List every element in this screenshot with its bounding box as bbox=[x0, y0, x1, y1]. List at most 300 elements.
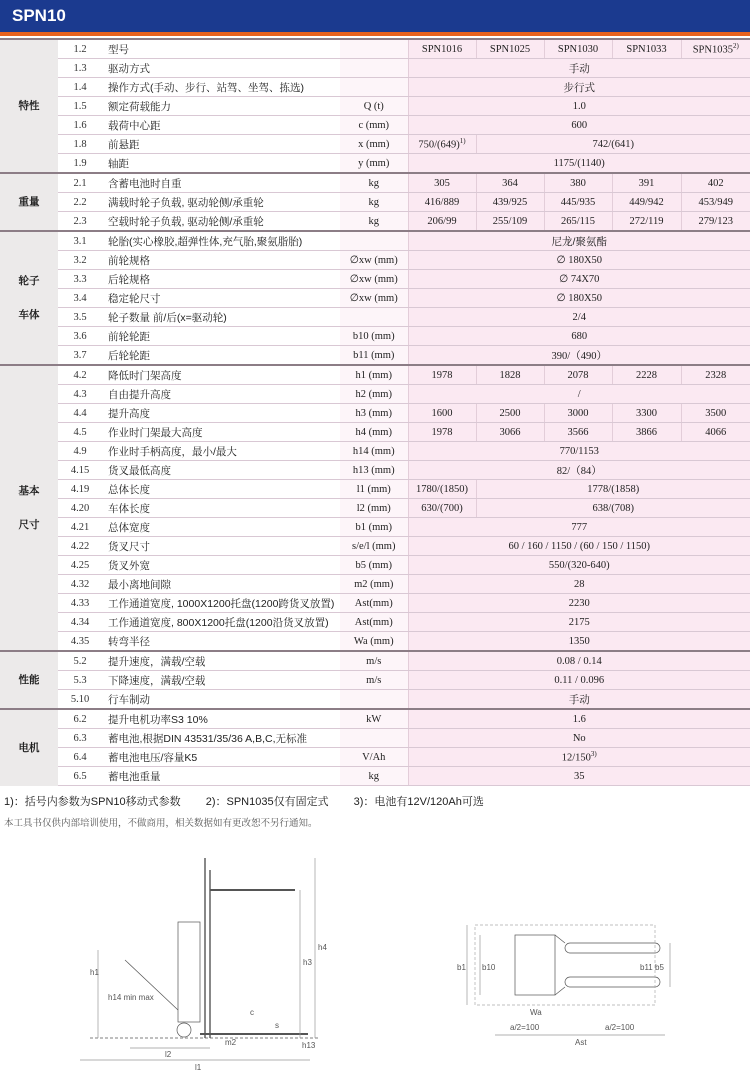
top-view-drawing bbox=[455, 895, 685, 1055]
value-text: 1175/(1140) bbox=[553, 157, 605, 169]
value-cell: 1978 bbox=[408, 365, 476, 385]
row-unit: h1 (mm) bbox=[340, 365, 408, 385]
row-description: 后轮规格 bbox=[102, 270, 340, 289]
row-number: 6.4 bbox=[58, 748, 102, 767]
row-description: 操作方式(手动、步行、站驾、坐驾、拣选) bbox=[102, 78, 340, 97]
row-number: 4.15 bbox=[58, 461, 102, 480]
value-text: 尼龙/聚氨酯 bbox=[551, 235, 607, 248]
lift-unit bbox=[178, 922, 200, 1022]
model-name: SPN1025 bbox=[476, 39, 544, 59]
dim-label: b11 bbox=[640, 963, 653, 972]
table-row bbox=[0, 404, 750, 423]
value-cell bbox=[408, 385, 750, 404]
value-text: 777 bbox=[571, 521, 588, 533]
model-name: SPN1016 bbox=[408, 39, 476, 59]
row-number: 5.10 bbox=[58, 690, 102, 710]
value-cell bbox=[408, 651, 750, 671]
value-cell bbox=[408, 575, 750, 594]
value-cell: 2078 bbox=[544, 365, 612, 385]
footnote-marker: 1) bbox=[459, 137, 466, 146]
table-row bbox=[0, 39, 750, 59]
value-cell bbox=[408, 671, 750, 690]
category-label: 基本 尺寸 bbox=[0, 365, 58, 651]
value-text: ∅ 180X50 bbox=[556, 255, 603, 266]
value-cell: 380 bbox=[544, 173, 612, 193]
row-description: 工作通道宽度, 800X1200托盘(1200沿货叉放置) bbox=[102, 613, 340, 632]
row-number: 2.3 bbox=[58, 212, 102, 232]
row-unit bbox=[340, 59, 408, 78]
table-row bbox=[0, 116, 750, 135]
row-description: 提升高度 bbox=[102, 404, 340, 423]
value-cell: 305 bbox=[408, 173, 476, 193]
row-description: 作业时门架最大高度 bbox=[102, 423, 340, 442]
value-text: No bbox=[572, 732, 586, 744]
dim-label: h3 bbox=[303, 958, 312, 967]
row-unit: kg bbox=[340, 173, 408, 193]
row-number: 4.33 bbox=[58, 594, 102, 613]
value-cell: 3066 bbox=[476, 423, 544, 442]
value-cell bbox=[408, 116, 750, 135]
value-cell bbox=[408, 537, 750, 556]
value-cell bbox=[408, 480, 476, 499]
row-number: 2.2 bbox=[58, 193, 102, 212]
category-label: 特性 bbox=[0, 39, 58, 173]
table-row bbox=[0, 671, 750, 690]
row-description: 提升电机功率S3 10% bbox=[102, 709, 340, 729]
value-text: 600 bbox=[571, 119, 588, 131]
spec-table bbox=[0, 38, 750, 786]
row-unit: h13 (mm) bbox=[340, 461, 408, 480]
row-number: 3.4 bbox=[58, 289, 102, 308]
value-cell: 1778/(1858) bbox=[476, 480, 750, 499]
value-text: / bbox=[577, 388, 581, 400]
row-description: 作业时手柄高度，最小/最大 bbox=[102, 442, 340, 461]
row-unit: l1 (mm) bbox=[340, 480, 408, 499]
table-row bbox=[0, 251, 750, 270]
row-description: 额定荷载能力 bbox=[102, 97, 340, 116]
row-number: 1.9 bbox=[58, 154, 102, 174]
value-cell: 445/935 bbox=[544, 193, 612, 212]
table-row bbox=[0, 651, 750, 671]
row-description: 轮胎(实心橡胶,超弹性体,充气胎,聚氨脂胎) bbox=[102, 231, 340, 251]
row-description: 蓄电池,根据DIN 43531/35/36 A,B,C,无标准 bbox=[102, 729, 340, 748]
row-unit: m/s bbox=[340, 651, 408, 671]
value-text: 770/1153 bbox=[559, 445, 599, 457]
body-outline bbox=[515, 935, 555, 995]
row-description: 车体长度 bbox=[102, 499, 340, 518]
footnote-1: 1)：括号内参数为SPN10移动式参数 bbox=[4, 796, 181, 808]
row-description: 货叉外宽 bbox=[102, 556, 340, 575]
value-cell: 4066 bbox=[681, 423, 750, 442]
row-number: 4.35 bbox=[58, 632, 102, 652]
row-unit: ∅xw (mm) bbox=[340, 289, 408, 308]
dim-label: Ast bbox=[575, 1038, 587, 1047]
value-text: 60 / 160 / 1150 / (60 / 150 / 1150) bbox=[508, 540, 651, 552]
footnote-3: 3)：电池有12V/120Ah可选 bbox=[353, 796, 484, 808]
row-number: 4.5 bbox=[58, 423, 102, 442]
row-number: 4.34 bbox=[58, 613, 102, 632]
row-unit: kg bbox=[340, 212, 408, 232]
value-cell: 1978 bbox=[408, 423, 476, 442]
row-number: 5.2 bbox=[58, 651, 102, 671]
row-description: 后轮轮距 bbox=[102, 346, 340, 366]
table-row bbox=[0, 212, 750, 232]
dim-label: h4 bbox=[318, 943, 327, 952]
row-number: 4.3 bbox=[58, 385, 102, 404]
footnotes bbox=[4, 793, 506, 809]
row-description: 行车制动 bbox=[102, 690, 340, 710]
table-row bbox=[0, 78, 750, 97]
value-cell: 449/942 bbox=[612, 193, 681, 212]
value-text: 0.11 / 0.096 bbox=[554, 674, 605, 686]
side-view-drawing bbox=[60, 850, 360, 1080]
row-number: 4.19 bbox=[58, 480, 102, 499]
dim-label: h14 min max bbox=[108, 993, 154, 1002]
row-description: 货叉尺寸 bbox=[102, 537, 340, 556]
value-cell bbox=[408, 709, 750, 729]
value-cell: 742/(641) bbox=[476, 135, 750, 154]
dim-label: m2 bbox=[225, 1038, 237, 1047]
value-text: 630/(700) bbox=[421, 502, 463, 514]
table-row bbox=[0, 480, 750, 499]
category-label: 电机 bbox=[0, 709, 58, 786]
dim-label: c bbox=[250, 1008, 254, 1017]
footnote-2: 2)：SPN1035仅有固定式 bbox=[205, 796, 329, 808]
row-number: 4.32 bbox=[58, 575, 102, 594]
table-row bbox=[0, 308, 750, 327]
table-row bbox=[0, 135, 750, 154]
value-cell bbox=[408, 748, 750, 767]
row-description: 蓄电池电压/容量K5 bbox=[102, 748, 340, 767]
row-unit: h3 (mm) bbox=[340, 404, 408, 423]
table-row bbox=[0, 154, 750, 174]
row-unit: Wa (mm) bbox=[340, 632, 408, 652]
value-cell: 402 bbox=[681, 173, 750, 193]
value-cell: 1828 bbox=[476, 365, 544, 385]
fork-right bbox=[565, 977, 660, 987]
dim-label: h13 bbox=[302, 1041, 316, 1050]
value-cell: 439/925 bbox=[476, 193, 544, 212]
value-cell bbox=[408, 154, 750, 174]
dim-label: b1 bbox=[457, 963, 466, 972]
table-row bbox=[0, 173, 750, 193]
value-text: 390/（490） bbox=[551, 350, 607, 362]
value-cell: 416/889 bbox=[408, 193, 476, 212]
row-number: 3.7 bbox=[58, 346, 102, 366]
value-text: 0.08 / 0.14 bbox=[556, 655, 602, 667]
row-number: 2.1 bbox=[58, 173, 102, 193]
value-cell bbox=[408, 461, 750, 480]
row-unit: ∅xw (mm) bbox=[340, 270, 408, 289]
value-cell bbox=[408, 289, 750, 308]
row-unit: h4 (mm) bbox=[340, 423, 408, 442]
row-description: 工作通道宽度, 1000X1200托盘(1200跨货叉放置) bbox=[102, 594, 340, 613]
value-cell bbox=[408, 690, 750, 710]
value-text: 1.6 bbox=[572, 713, 586, 725]
row-description: 提升速度，满载/空载 bbox=[102, 651, 340, 671]
row-unit bbox=[340, 78, 408, 97]
row-number: 4.9 bbox=[58, 442, 102, 461]
value-cell bbox=[408, 613, 750, 632]
row-description: 空载时轮子负载, 驱动轮侧/承重轮 bbox=[102, 212, 340, 232]
value-cell bbox=[408, 767, 750, 786]
table-row bbox=[0, 423, 750, 442]
value-text: 550/(320-640) bbox=[548, 559, 610, 571]
row-number: 4.4 bbox=[58, 404, 102, 423]
row-description: 降低时门架高度 bbox=[102, 365, 340, 385]
row-unit: b5 (mm) bbox=[340, 556, 408, 575]
dim-label: a/2=100 bbox=[605, 1023, 635, 1032]
row-description: 自由提升高度 bbox=[102, 385, 340, 404]
row-description: 载荷中心距 bbox=[102, 116, 340, 135]
value-text: 2/4 bbox=[572, 311, 586, 323]
value-cell bbox=[408, 231, 750, 251]
table-row bbox=[0, 729, 750, 748]
table-row bbox=[0, 442, 750, 461]
row-number: 6.5 bbox=[58, 767, 102, 786]
row-number: 1.6 bbox=[58, 116, 102, 135]
value-text: 12/150 bbox=[561, 752, 591, 764]
row-unit: m/s bbox=[340, 671, 408, 690]
model-name: SPN1033 bbox=[612, 39, 681, 59]
dim-label: h1 bbox=[90, 968, 99, 977]
table-row bbox=[0, 690, 750, 710]
row-number: 4.21 bbox=[58, 518, 102, 537]
table-row bbox=[0, 231, 750, 251]
row-unit: b11 (mm) bbox=[340, 346, 408, 366]
value-cell bbox=[408, 270, 750, 289]
dim-label: s bbox=[275, 1021, 279, 1030]
row-description: 前悬距 bbox=[102, 135, 340, 154]
fork-left bbox=[565, 943, 660, 953]
value-cell: 2328 bbox=[681, 365, 750, 385]
value-cell bbox=[408, 78, 750, 97]
table-row bbox=[0, 709, 750, 729]
row-number: 1.2 bbox=[58, 39, 102, 59]
row-unit: ∅xw (mm) bbox=[340, 251, 408, 270]
table-row bbox=[0, 499, 750, 518]
value-cell: 638/(708) bbox=[476, 499, 750, 518]
value-cell bbox=[408, 327, 750, 346]
table-row bbox=[0, 613, 750, 632]
value-cell: 3300 bbox=[612, 404, 681, 423]
row-unit bbox=[340, 308, 408, 327]
row-unit: y (mm) bbox=[340, 154, 408, 174]
row-unit bbox=[340, 729, 408, 748]
disclaimer: 本工具书仅供内部培训使用，不做商用，相关数据如有更改恕不另行通知。 bbox=[4, 818, 318, 829]
row-unit: Q (t) bbox=[340, 97, 408, 116]
row-number: 1.4 bbox=[58, 78, 102, 97]
value-cell bbox=[408, 632, 750, 652]
row-unit: s/e/l (mm) bbox=[340, 537, 408, 556]
dim-label: b10 bbox=[482, 963, 496, 972]
row-description: 下降速度，满载/空载 bbox=[102, 671, 340, 690]
row-number: 1.3 bbox=[58, 59, 102, 78]
row-number: 6.2 bbox=[58, 709, 102, 729]
row-description: 含蓄电池时自重 bbox=[102, 173, 340, 193]
value-cell: 279/123 bbox=[681, 212, 750, 232]
value-text: 1.0 bbox=[572, 100, 586, 112]
row-unit: V/Ah bbox=[340, 748, 408, 767]
row-unit: m2 (mm) bbox=[340, 575, 408, 594]
value-cell bbox=[408, 346, 750, 366]
table-row bbox=[0, 365, 750, 385]
value-text: 1350 bbox=[568, 635, 590, 647]
row-unit: x (mm) bbox=[340, 135, 408, 154]
title-bar bbox=[0, 0, 750, 36]
row-description: 转弯半径 bbox=[102, 632, 340, 652]
row-description: 前轮轮距 bbox=[102, 327, 340, 346]
row-description: 货叉最低高度 bbox=[102, 461, 340, 480]
value-text: 2175 bbox=[568, 616, 590, 628]
value-cell bbox=[408, 251, 750, 270]
row-unit: Ast(mm) bbox=[340, 594, 408, 613]
row-unit: h2 (mm) bbox=[340, 385, 408, 404]
row-description: 稳定轮尺寸 bbox=[102, 289, 340, 308]
value-cell: 3566 bbox=[544, 423, 612, 442]
row-unit: c (mm) bbox=[340, 116, 408, 135]
table-row bbox=[0, 537, 750, 556]
value-cell: 272/119 bbox=[612, 212, 681, 232]
value-cell: 3866 bbox=[612, 423, 681, 442]
table-row bbox=[0, 748, 750, 767]
value-text: 750/(649) bbox=[418, 139, 460, 151]
row-description: 蓄电池重量 bbox=[102, 767, 340, 786]
value-cell bbox=[408, 135, 476, 154]
row-description: 满载时轮子负载, 驱动轮侧/承重轮 bbox=[102, 193, 340, 212]
dim-label: l2 bbox=[165, 1050, 172, 1059]
value-cell bbox=[408, 518, 750, 537]
value-text: ∅ 74X70 bbox=[559, 274, 600, 285]
row-number: 4.2 bbox=[58, 365, 102, 385]
model-name: SPN1030 bbox=[544, 39, 612, 59]
row-unit bbox=[340, 690, 408, 710]
dim-label: l1 bbox=[195, 1063, 202, 1072]
value-cell: 2500 bbox=[476, 404, 544, 423]
row-number: 4.25 bbox=[58, 556, 102, 575]
page-title: SPN10 bbox=[12, 6, 66, 25]
rear-wheel bbox=[177, 1023, 191, 1037]
row-description: 型号 bbox=[102, 39, 340, 59]
value-cell: 453/949 bbox=[681, 193, 750, 212]
table-row bbox=[0, 385, 750, 404]
row-description: 轮子数量 前/后(x=驱动轮) bbox=[102, 308, 340, 327]
row-number: 1.5 bbox=[58, 97, 102, 116]
row-unit: kW bbox=[340, 709, 408, 729]
table-row bbox=[0, 193, 750, 212]
row-unit: b10 (mm) bbox=[340, 327, 408, 346]
category-label: 轮子 车体 bbox=[0, 231, 58, 365]
value-text: 手动 bbox=[568, 62, 590, 75]
value-cell bbox=[408, 308, 750, 327]
row-description: 前轮规格 bbox=[102, 251, 340, 270]
value-cell bbox=[408, 729, 750, 748]
value-cell bbox=[408, 59, 750, 78]
value-cell: 391 bbox=[612, 173, 681, 193]
row-unit bbox=[340, 231, 408, 251]
value-cell bbox=[408, 594, 750, 613]
value-cell bbox=[408, 442, 750, 461]
table-row bbox=[0, 556, 750, 575]
footnote-marker: 2) bbox=[732, 42, 739, 51]
table-row bbox=[0, 346, 750, 366]
value-cell bbox=[408, 556, 750, 575]
table-row bbox=[0, 594, 750, 613]
table-row bbox=[0, 327, 750, 346]
row-number: 3.6 bbox=[58, 327, 102, 346]
value-cell: 1600 bbox=[408, 404, 476, 423]
row-description: 轴距 bbox=[102, 154, 340, 174]
row-unit: h14 (mm) bbox=[340, 442, 408, 461]
value-cell bbox=[408, 97, 750, 116]
row-unit: kg bbox=[340, 193, 408, 212]
value-text: 手动 bbox=[568, 693, 590, 706]
value-text: 82/（84） bbox=[556, 465, 602, 477]
row-number: 4.20 bbox=[58, 499, 102, 518]
value-cell: 3500 bbox=[681, 404, 750, 423]
table-row bbox=[0, 767, 750, 786]
row-number: 5.3 bbox=[58, 671, 102, 690]
value-text: 28 bbox=[574, 578, 585, 590]
row-unit: b1 (mm) bbox=[340, 518, 408, 537]
value-text: 1780/(1850) bbox=[416, 483, 468, 495]
table-row bbox=[0, 461, 750, 480]
value-text: 2230 bbox=[568, 597, 590, 609]
category-label: 性能 bbox=[0, 651, 58, 709]
row-number: 3.3 bbox=[58, 270, 102, 289]
row-number: 4.22 bbox=[58, 537, 102, 556]
table-row bbox=[0, 270, 750, 289]
value-cell: 255/109 bbox=[476, 212, 544, 232]
dim-label: Wa bbox=[530, 1008, 542, 1017]
dim-label: b5 bbox=[655, 963, 664, 972]
value-text: ∅ 180X50 bbox=[556, 293, 603, 304]
table-row bbox=[0, 289, 750, 308]
model-name bbox=[681, 39, 750, 59]
dim-label: a/2=100 bbox=[510, 1023, 540, 1032]
table-row bbox=[0, 518, 750, 537]
value-cell: 2228 bbox=[612, 365, 681, 385]
table-row bbox=[0, 632, 750, 652]
value-cell: 364 bbox=[476, 173, 544, 193]
value-cell: 3000 bbox=[544, 404, 612, 423]
row-unit: kg bbox=[340, 767, 408, 786]
row-description: 总体长度 bbox=[102, 480, 340, 499]
value-text: 35 bbox=[574, 770, 585, 782]
row-description: 驱动方式 bbox=[102, 59, 340, 78]
footnote-marker: 3) bbox=[590, 750, 597, 759]
table-row bbox=[0, 575, 750, 594]
value-text: 步行式 bbox=[563, 81, 595, 94]
row-unit: l2 (mm) bbox=[340, 499, 408, 518]
table-row bbox=[0, 97, 750, 116]
value-cell: 265/115 bbox=[544, 212, 612, 232]
value-cell bbox=[408, 499, 476, 518]
value-text: 680 bbox=[571, 330, 588, 342]
row-number: 1.8 bbox=[58, 135, 102, 154]
row-description: 总体宽度 bbox=[102, 518, 340, 537]
row-number: 3.1 bbox=[58, 231, 102, 251]
row-number: 3.5 bbox=[58, 308, 102, 327]
value-cell: 206/99 bbox=[408, 212, 476, 232]
category-label: 重量 bbox=[0, 173, 58, 231]
tiller bbox=[125, 960, 178, 1010]
table-row bbox=[0, 59, 750, 78]
row-number: 3.2 bbox=[58, 251, 102, 270]
model-name-text: SPN1035 bbox=[692, 44, 733, 56]
row-number: 6.3 bbox=[58, 729, 102, 748]
row-unit: Ast(mm) bbox=[340, 613, 408, 632]
